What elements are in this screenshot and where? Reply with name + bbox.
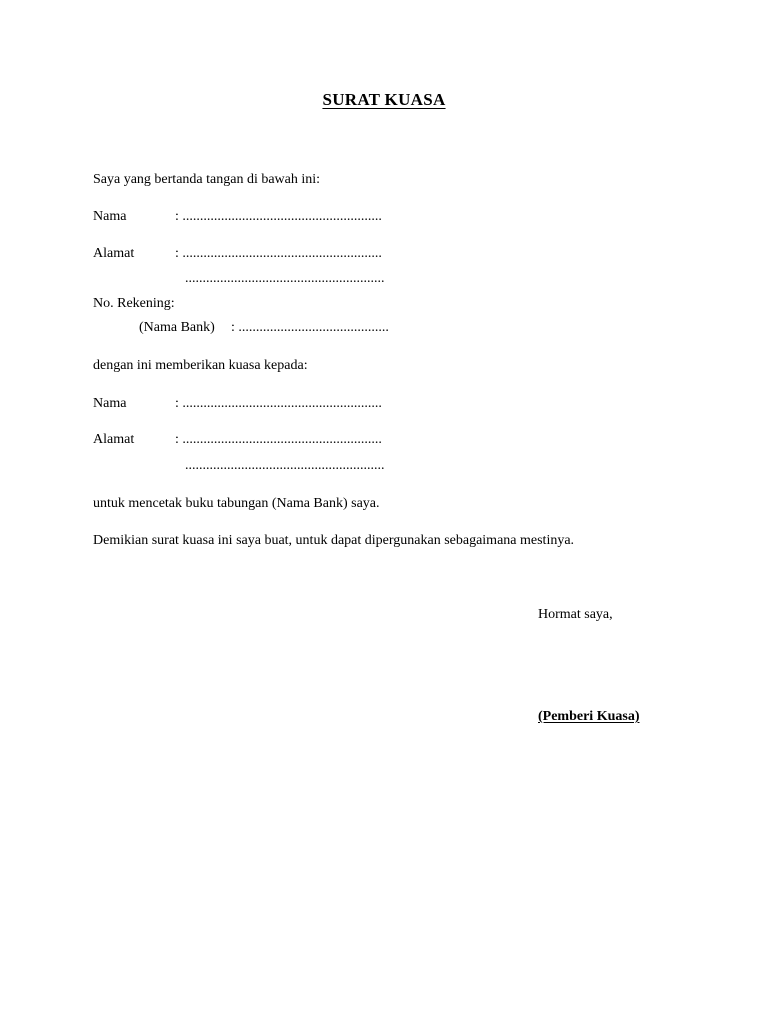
bank-name-field: : ........................................... — [231, 320, 389, 335]
grantee-address-field-line2: ......................................................... — [185, 458, 385, 473]
signatory-label: (Pemberi Kuasa) — [538, 709, 640, 724]
grantee-name-label: Nama — [93, 396, 127, 411]
document-title: SURAT KUASA — [322, 90, 446, 109]
intro-text: Saya yang bertanda tangan di bawah ini: — [93, 172, 321, 187]
grantor-address-field-line1: : ......................................................... — [175, 246, 382, 261]
grantor-name-field: : ......................................................... — [175, 209, 382, 224]
account-number-label: No. Rekening: — [93, 296, 175, 311]
grantor-address-field-line2: ......................................................... — [185, 271, 385, 286]
grant-statement: dengan ini memberikan kuasa kepada: — [93, 358, 308, 373]
grantor-name-label: Nama — [93, 209, 127, 224]
grantee-address-field-line1: : ......................................................... — [175, 432, 382, 447]
closing-text: Demikian surat kuasa ini saya buat, untuk dapat dipergunakan sebagaimana mestinya. — [93, 533, 575, 548]
purpose-text: untuk mencetak buku tabungan (Nama Bank) saya. — [93, 496, 380, 511]
grantee-address-label: Alamat — [93, 432, 135, 447]
regards-text: Hormat saya, — [538, 607, 613, 622]
grantor-address-label: Alamat — [93, 246, 135, 261]
grantee-name-field: : ......................................................... — [175, 396, 382, 411]
bank-name-label: (Nama Bank) — [139, 320, 215, 335]
